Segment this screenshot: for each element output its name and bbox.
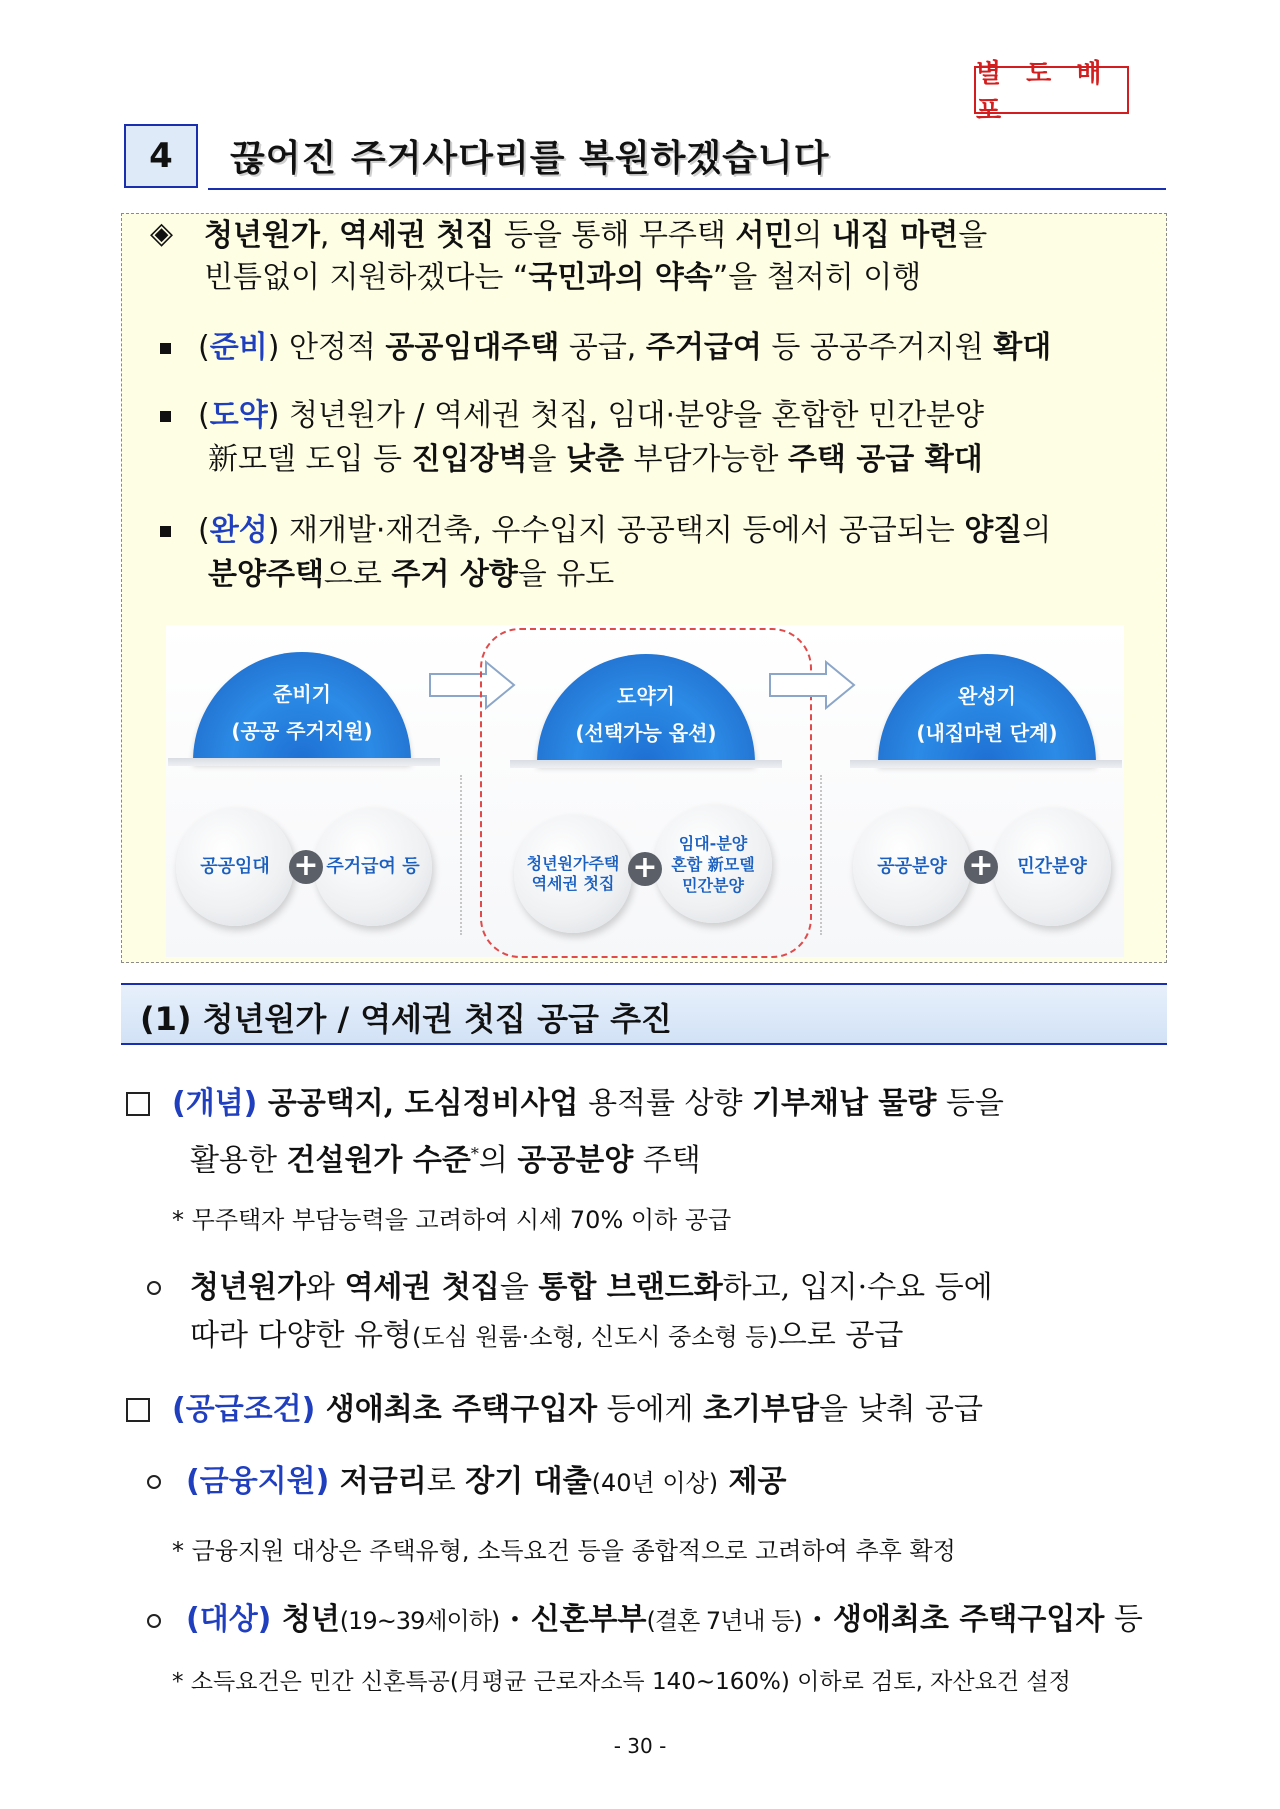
separator (460, 775, 462, 935)
text-run: 공급, (559, 330, 646, 365)
text-run: 용적률 상향 (578, 1086, 753, 1121)
subsection-title: (1) 청년원가 / 역세권 첫집 공급 추진 (140, 1000, 672, 1038)
phase-prepare-dome (193, 652, 411, 762)
target-tag: (대상) (186, 1602, 272, 1637)
plus-icon: + (289, 850, 323, 884)
text-run: 와 (305, 1270, 345, 1305)
phase-sub: (내집마련 단계) (916, 721, 1058, 745)
separator (820, 775, 822, 935)
text-run: 빈틈없이 지원하겠다는 “ (204, 260, 529, 295)
text-run: 의 (478, 1143, 518, 1178)
target-footnote: * 소득요건은 민간 신혼특공(月평균 근로자소득 140~160%) 이하로 검토, 자산요건 설정 (172, 1669, 1071, 1695)
stage-leap-line2 (208, 440, 983, 480)
text-run: 을 (958, 218, 988, 253)
phase-complete-dome (878, 654, 1096, 764)
circle-public-rental: 공공임대 (176, 808, 294, 926)
text-run: 을 (499, 1270, 539, 1305)
circle-housing-benefit: 주거급여 등 (314, 808, 432, 926)
text-run: 재개발·재건축, 우수입지 공공택지 등에서 공급되는 (279, 513, 965, 548)
text-run: 주거급여 (645, 330, 762, 365)
text-run: 역세권 첫집 (344, 1270, 500, 1305)
target-line: (대상) 청년(19~39세이하) · 신혼부부(결혼 7년내 등) · 생애최초 주택구입자 등 (186, 1602, 1143, 1637)
text-run: 등을 통해 무주택 (494, 218, 736, 253)
text-run: 공공분양 (517, 1143, 634, 1178)
diamond-bullet-icon: ◈ (150, 216, 174, 251)
concept-line2 (190, 1134, 701, 1181)
text-run: ”을 철저히 이행 (712, 260, 922, 295)
text-run: 의 (1022, 513, 1052, 548)
text-run: 생애최초 주택구입자 (315, 1392, 598, 1427)
text-run: 국민과의 약속 (528, 260, 713, 295)
stage-complete-line2 (208, 555, 614, 595)
text-run: 등에게 (597, 1392, 704, 1427)
phase-shelf (850, 760, 1122, 768)
concept-footnote: * 무주택자 부담능력을 고려하여 시세 70% 이하 공급 (172, 1206, 732, 1234)
text-run: 등을 (936, 1086, 1004, 1121)
circle-public-sale: 공공분양 (853, 808, 971, 926)
text-run: 주택 (633, 1143, 701, 1178)
square-bullet-icon (160, 343, 171, 354)
summary-intro-line1 (204, 216, 987, 256)
phase-sub: (선택가능 옵션) (575, 721, 717, 745)
text-run: 확대 (993, 330, 1052, 365)
distribution-stamp: 별 도 배 포 (974, 66, 1129, 114)
text-run: 청년원가 (190, 1270, 306, 1305)
stage-leap-line1: (도약) 청년원가 / 역세권 첫집, 임대·분양을 혼합한 민간분양 (198, 398, 984, 433)
text-run: 내집 마련 (831, 218, 959, 253)
section-title: 끊어진 주거사다리를 복원하겠습니다 (230, 138, 830, 179)
text-run: 활용한 (190, 1143, 287, 1178)
text-run: 낮춘 (565, 442, 624, 477)
phase-shelf (510, 760, 782, 768)
section-underline (208, 188, 1166, 190)
checkbox-icon (126, 1092, 150, 1116)
finance-line: (금융지원) 저금리로 장기 대출(40년 이상) 제공 (186, 1464, 787, 1499)
phase-sub: (공공 주거지원) (231, 719, 373, 743)
circle-youth-station-home: 청년원가주택 역세권 첫집 (514, 815, 632, 933)
circle-private-sale: 민간분양 (993, 808, 1111, 926)
checkbox-icon (126, 1398, 150, 1422)
stage-leap-tag: 도약 (209, 398, 268, 433)
circle-bullet-icon (147, 1614, 161, 1628)
finance-tag: (금융지원) (186, 1464, 330, 1499)
supply-line (172, 1390, 983, 1430)
brand-line1 (190, 1268, 993, 1308)
text-run: * (470, 1144, 479, 1163)
phase-name: 준비기 (273, 682, 331, 706)
text-run: 청년원가 / 역세권 첫집, 임대·분양을 혼합한 민간분양 (279, 398, 984, 433)
text-run: 하고, 입지·수요 등에 (722, 1270, 993, 1305)
text-run: 주거 상향 (391, 557, 518, 592)
text-run: 통합 브랜드화 (538, 1270, 723, 1305)
text-run: 주택 공급 확대 (787, 442, 983, 477)
text-run: 기부채납 물량 (752, 1086, 937, 1121)
stage-prepare-tag: 준비 (209, 330, 268, 365)
arrow-right-icon (768, 660, 858, 710)
text-run: 건설원가 수준 (286, 1143, 471, 1178)
stage-complete-tag: 완성 (209, 513, 268, 548)
circle-bullet-icon (147, 1281, 161, 1295)
text-run: 양질 (964, 513, 1023, 548)
text-run: 新모델 도입 등 (208, 442, 412, 477)
circle-bullet-icon (147, 1475, 161, 1489)
finance-footnote: * 금융지원 대상은 주택유형, 소득요건 등을 종합적으로 고려하여 추후 확정 (172, 1537, 956, 1565)
square-bullet-icon (160, 526, 171, 537)
phase-name: 도약기 (617, 684, 675, 708)
text-run: 공공임대주택 (385, 330, 560, 365)
plus-icon: + (964, 850, 998, 884)
text-run: 등 공공주거지원 (761, 330, 994, 365)
text-run: 을 낮춰 공급 (819, 1392, 983, 1427)
page-number: - 30 - (613, 1734, 667, 1758)
text-run: 을 (527, 442, 566, 477)
supply-tag: (공급조건) (172, 1392, 316, 1427)
concept-tag: (개념) (172, 1086, 258, 1121)
text-run: 서민 (735, 218, 794, 253)
text-run: 으로 (323, 557, 392, 592)
text-run: 부담가능한 (623, 442, 788, 477)
stage-complete-line1: (완성) 재개발·재건축, 우수입지 공공택지 등에서 공급되는 양질의 (198, 513, 1052, 548)
text-run: 역세권 첫집 (339, 218, 495, 253)
summary-intro-line2 (204, 258, 921, 298)
plus-icon: + (628, 852, 662, 886)
text-run: 진입장벽 (411, 442, 528, 477)
phase-shelf (168, 758, 440, 766)
text-run: 을 유도 (517, 557, 615, 592)
circle-mixed-model: 임대-분양 혼합 新모델 민간분양 (654, 805, 772, 923)
phase-leap-dome (537, 654, 755, 764)
text-run: 안정적 (279, 330, 386, 365)
text-run: 공공택지, 도심정비사업 (257, 1086, 579, 1121)
text-run: 분양주택 (208, 557, 324, 592)
section-number: 4 (124, 124, 198, 188)
text-run: 초기부담 (703, 1392, 819, 1427)
phase-name: 완성기 (958, 684, 1016, 708)
text-run: 의 (793, 218, 832, 253)
square-bullet-icon (160, 411, 171, 422)
brand-line2: 따라 다양한 유형(도심 원룸·소형, 신도시 중소형 등)으로 공급 (190, 1318, 904, 1353)
concept-line1 (172, 1084, 1004, 1124)
text-run: 청년원가 (204, 218, 320, 253)
stage-prepare-line: (준비) 안정적 공공임대주택 공급, 주거급여 등 공공주거지원 확대 (198, 330, 1052, 365)
text-run: , (319, 218, 339, 253)
